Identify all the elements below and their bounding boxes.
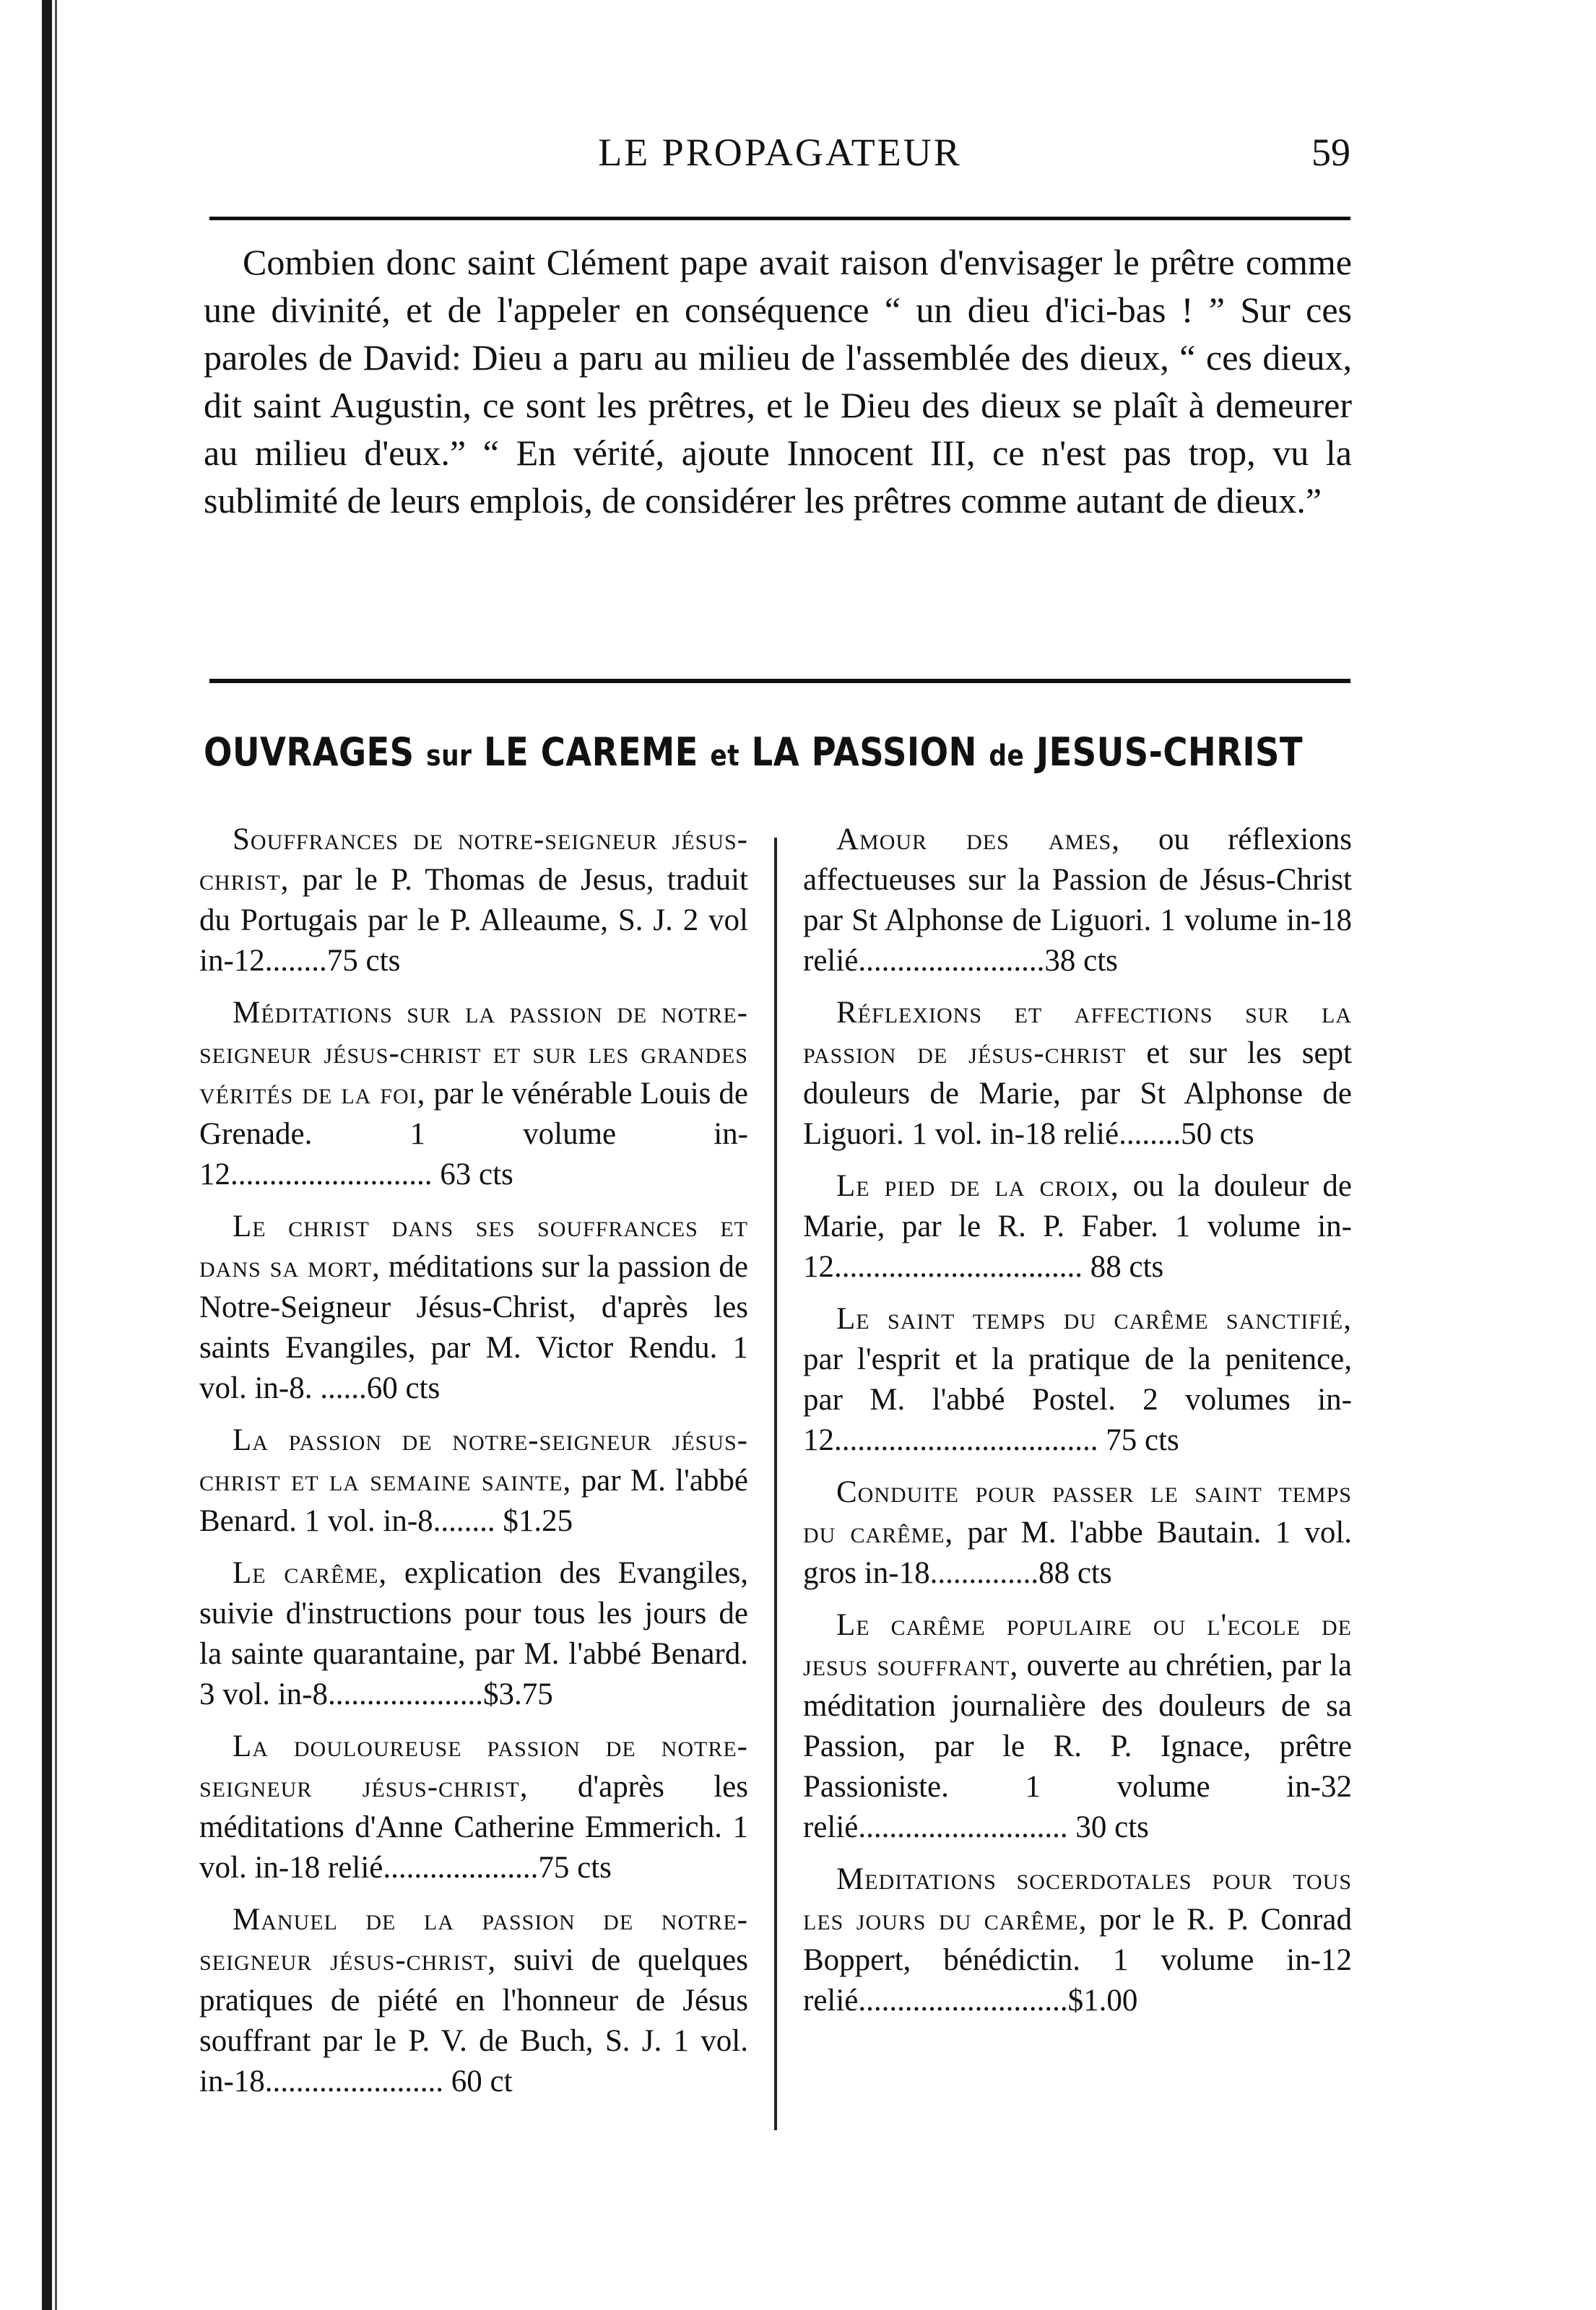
left-column <box>199 820 748 2114</box>
heading-part4: JESUS-CHRIST <box>1036 729 1304 775</box>
book-price: .......................... 63 cts <box>230 1158 513 1191</box>
book-entry <box>199 993 748 1195</box>
heading-part2: LE CAREME <box>484 729 698 775</box>
book-price: ..............88 cts <box>929 1556 1112 1590</box>
book-entry <box>199 1207 748 1409</box>
book-description: d'après les méditations d'Anne Catherine Emmerich. 1 vol. in-18 relié <box>199 1770 748 1885</box>
section-heading <box>204 729 1304 775</box>
book-price: ................................ 88 cts <box>834 1250 1164 1284</box>
book-description: ouverte au chrétien, par la méditation journalière des douleurs de sa Passion, par le R. P. Ignace, prêtre Passioniste. 1 volume in-32 relié <box>803 1649 1352 1844</box>
heading-sur: sur <box>426 739 472 773</box>
heading-part3: LA PASSION <box>751 729 977 775</box>
book-title: Meditations socerdotales pour tous les jours du carême, <box>803 1862 1352 1937</box>
book-title: Souffrances de notre-seigneur jésus-christ, <box>199 822 748 897</box>
page-header <box>209 130 1350 188</box>
book-description: par le P. Thomas de Jesus, traduit du Portugais par le P. Alleaume, S. J. 2 vol in-12 <box>199 863 748 978</box>
book-entry <box>803 1859 1352 2021</box>
book-entry <box>803 993 1352 1155</box>
page-number: 59 <box>1311 131 1350 174</box>
book-title: La passion de notre-seigneur jésus-christ et la semaine sainte, <box>199 1423 748 1498</box>
book-entry <box>199 1727 748 1888</box>
book-entry <box>803 1472 1352 1594</box>
book-description: ou la douleur de Marie, par le R. P. Faber. 1 volume in-12 <box>803 1169 1352 1284</box>
book-price: .................................. 75 cts <box>834 1423 1179 1457</box>
book-title: Le pied de la croix, <box>836 1169 1119 1203</box>
book-description: par l'esprit et la pratique de la penitence, par M. l'abbé Postel. 2 volumes in-12 <box>803 1342 1352 1457</box>
book-entry <box>803 1299 1352 1461</box>
book-entry <box>803 820 1352 981</box>
book-title: La douloureuse passion de notre-seigneur jésus-christ, <box>199 1729 748 1804</box>
book-title: Le christ dans ses souffrances et dans sa mort, <box>199 1210 748 1284</box>
heading-de: de <box>989 739 1025 773</box>
book-title: Le carême populaire ou l'ecole de jesus souffrant, <box>803 1608 1352 1682</box>
book-entry <box>199 820 748 981</box>
book-price: ........50 cts <box>1119 1117 1254 1151</box>
book-price: ....................75 cts <box>383 1851 612 1885</box>
book-price: ........................38 cts <box>858 944 1118 978</box>
book-entry <box>199 1553 748 1715</box>
book-description: por le R. P. Conrad Boppert, bénédictin. 1 volume in-12 relié <box>803 1903 1353 2018</box>
heading-et: et <box>710 739 740 773</box>
header-rule <box>209 217 1350 220</box>
book-price: ....................$3.75 <box>327 1677 553 1711</box>
book-title: Réflexions et affections sur la passion de jésus-christ <box>803 996 1352 1070</box>
book-description: méditations sur la passion de Notre-Seigneur Jésus-Christ, d'après les saints Evangiles, par M. Victor Rendu. 1 vol. in-8 <box>199 1250 749 1405</box>
book-entry <box>803 1166 1352 1288</box>
book-description: par M. l'abbe Bautain. 1 vol. gros in-18 <box>803 1516 1353 1590</box>
book-title: Amour des ames, <box>836 822 1120 856</box>
book-price: . ......60 cts <box>304 1371 441 1405</box>
book-description: explication des Evangiles, suivie d'instructions pour tous les jours de la sainte quarantaine, par M. l'abbé Benard. 3 vol. in-8 <box>199 1556 748 1711</box>
book-title: Le saint temps du carême sanctifié, <box>836 1302 1352 1336</box>
book-description: par M. l'abbé Benard. 1 vol. in-8 <box>199 1464 748 1538</box>
book-price: ........75 cts <box>264 944 401 978</box>
book-entry <box>803 1605 1352 1848</box>
book-price: ...........................$1.00 <box>858 1984 1138 2018</box>
book-spine-edge <box>55 0 57 2310</box>
book-description: et sur les sept douleurs de Marie, par St Alphonse de Liguori. 1 vol. in-18 relié <box>803 1036 1353 1151</box>
book-spine-shadow <box>42 0 52 2310</box>
section-rule <box>209 679 1350 683</box>
book-price: ....................... 60 ct <box>264 2064 513 2098</box>
right-column <box>803 820 1352 2033</box>
book-title: Le carême, <box>233 1556 388 1590</box>
book-entry <box>199 1420 748 1542</box>
running-title: LE PROPAGATEUR <box>598 131 962 174</box>
body-paragraph: Combien donc saint Clément pape avait raison d'envisager le prêtre comme une divinité, et de l'appeler en conséquence “ un dieu d'ici-bas ! ” Sur ces paroles de David: Dieu a paru au milieu de l'assemblée des dieux, “ ces dieux, dit saint Augustin, ce sont les prêtres, et le Dieu des dieux se plaît à demeurer au milieu d'eux.” “ En vérité, ajoute Innocent III, ce n'est pas trop, vu la sublimité de leurs emplois, de considérer les prêtres comme autant de dieux.” <box>204 242 1352 521</box>
book-description: suivi de quelques pratiques de piété en l'honneur de Jésus souffrant par le P. V. de Buch, S. J. 1 vol. in-18 <box>199 1943 748 2098</box>
book-description: par le vénérable Louis de Grenade. 1 volume in-12 <box>199 1077 749 1191</box>
book-entry <box>199 1900 748 2102</box>
book-description: ou réflexions affectueuses sur la Passion de Jésus-Christ par St Alphonse de Liguori. 1 volume in-18 relié <box>803 822 1353 978</box>
book-title: Conduite pour passer le saint temps du carême, <box>803 1475 1352 1550</box>
heading-part1: OUVRAGES <box>204 729 415 775</box>
book-title: Méditations sur la passion de notre-seigneur jésus-christ et sur les grandes vérités de la foi, <box>199 996 748 1111</box>
column-divider <box>774 838 777 2130</box>
book-price: ........................... 30 cts <box>858 1810 1149 1844</box>
book-price: ........ $1.25 <box>433 1504 573 1538</box>
book-title: Manuel de la passion de notre-seigneur jésus-christ, <box>199 1903 748 1977</box>
